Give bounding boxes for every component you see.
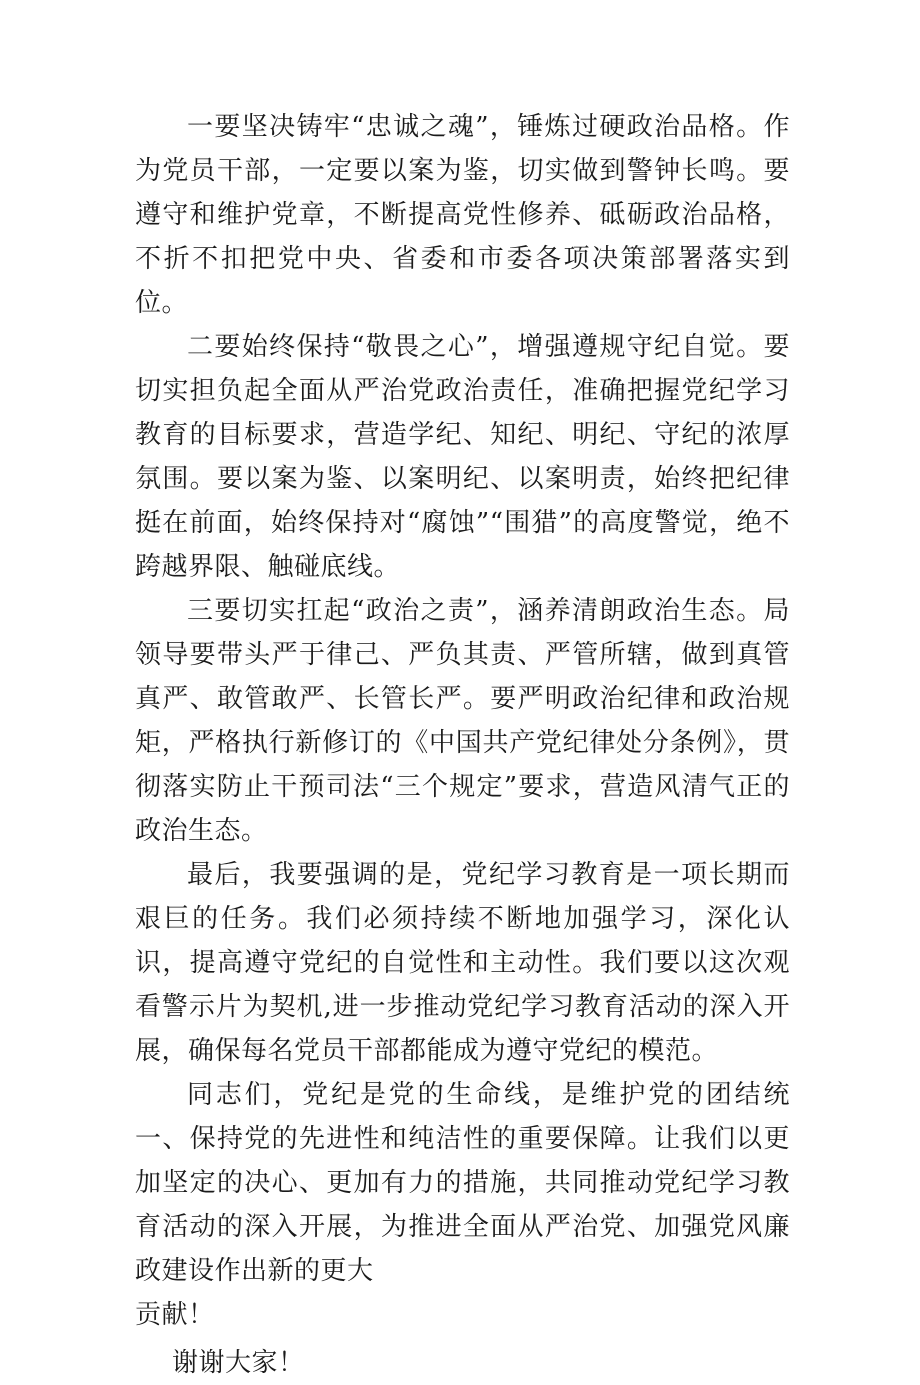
paragraph-2: 二要始终保持“敬畏之心”，增强遵规守纪自觉。要切实担负起全面从严治党政治责任，准确把握党纪学习教育的目标要求，营造学纪、知纪、明纪、守纪的浓厚氛围。要以案为鉴、以案明纪、以案明责，始终把纪律挺在前面，始终保持对“腐蚀”“围猎”的高度警觉，绝不跨越界限、触碰底线。 [135,332,790,582]
paragraph-3: 三要切实扛起“政治之责”，涵养清朗政治生态。局领导要带头严于律己、严负其责、严管所辖，做到真管真严、敢管敢严、长管长严。要严明政治纪律和政治规矩，严格执行新修订的《中国共产党纪律处分条例》，贯彻落实防止干预司法“三个规定”要求，营造风清气正的政治生态。 [135,596,790,846]
paragraph-1: 一要坚决铸牢“忠诚之魂”，锤炼过硬政治品格。作为党员干部，一定要以案为鉴，切实做到警钟长鸣。要遵守和维护党章，不断提高党性修养、砥砺政治品格，不折不扣把党中央、省委和市委各项决策部署落实到位。 [135,112,790,318]
paragraph-5: 同志们，党纪是党的生命线，是维护党的团结统一、保持党的先进性和纯洁性的重要保障。让我们以更加坚定的决心、更加有力的措施，共同推动党纪学习教育活动的深入开展，为推进全面从严治党、加强党风廉政建设作出新的更大 [135,1080,790,1286]
paragraph-5-tail: 贡献！ [135,1300,215,1330]
document-body [135,105,790,1385]
paragraph-4: 最后，我要强调的是，党纪学习教育是一项长期而艰巨的任务。我们必须持续不断地加强学习，深化认识，提高遵守党纪的自觉性和主动性。我们要以这次观看警示片为契机,进一步推动党纪学习教育活动的深入开展，确保每名党员干部都能成为遵守党纪的模范。 [135,860,790,1066]
closing-thanks: 谢谢大家！ [172,1348,305,1378]
